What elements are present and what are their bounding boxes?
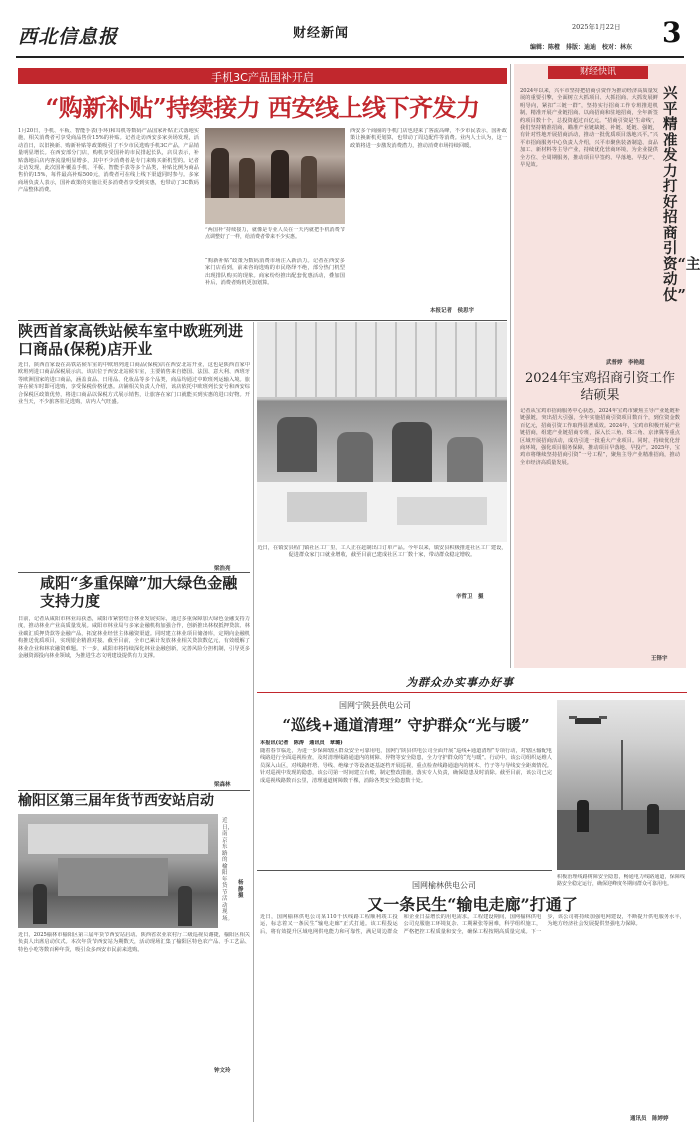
column-rule-right: [510, 64, 511, 668]
power-photo: [557, 700, 685, 870]
banner-rule: [257, 692, 687, 693]
yulin-photo-caption: 近日，南京东路的榆阳年货节活动现场。: [222, 818, 234, 922]
lower-divider: [18, 790, 250, 791]
power-photo-caption: 积极治理线路树障安全隐患，畅通电力线路通道，保障线路安全稳定运行，确保迎峰度冬期间群众可靠用电。: [557, 874, 685, 888]
section-title: 财经新闻: [293, 26, 350, 41]
masthead: [0, 0, 700, 60]
power-divider: [257, 870, 552, 871]
baoji-credit: 王铎宇: [651, 656, 668, 662]
lead-headline: “购新补贴”持续接力 西安线上线下齐发力: [45, 93, 480, 122]
page-number: 3: [662, 16, 682, 49]
xianyang-credit: 梁森林: [214, 782, 231, 788]
column-rule-left: [253, 322, 254, 1122]
xianyang-headline: 咸阳“多重保障”加大绿色金融支持力度: [40, 574, 238, 610]
sidebar-label: 财经快讯: [579, 67, 616, 77]
power-byline: 本报讯(记者 陈涛 通讯员 章璐): [260, 740, 343, 746]
lead-reporters: 本报记者 侯思宇: [430, 308, 475, 314]
yulin-body: 近日，2025榆林市榆阳区第三届年货节西安站启动。陕西省农业农村厅二级巡视员谢捷，榆阳区相关负责人出席启动仪式。本次年货节西安站为期数天，活动现场汇集了榆阳区特色农产品、手工艺品、特色小吃等数百种年货，吸引众多西安市民前来选购。: [18, 932, 250, 953]
yulin-power-credit: 通讯员 陈婷婷: [630, 1116, 669, 1122]
high-speed-body: 近日，陕西首家设在高铁站候车室的中欧班列进口商品(保税)店在西安北站开业，这也是陕西首家中欧班列进口商品保税展示店。该店位于西安北站候车室，主要销售来自德国、法国、意大利、西班牙等欧洲国家的进口商品，涵盖食品、日用品、化妆品等多个品类，商品均通过中欧班列运输入境。旅客在候车时即可选购，享受保税价格优惠。店铺相关负责人介绍，该店依托中欧班列长安号和西安综合保税区政策优势，将进口商品以保税方式展示销售，让旅客在家门口就能买到实惠的进口好物。开业当天，不少旅客驻足选购，店内人气旺盛。: [18, 362, 250, 406]
lead-photo-caption: “两国补”持续接力，就像是专业人员在一天内就把手机消费节点调整好了一样，给消费者带来不少实惠。: [205, 227, 345, 241]
baoji-body: 记者从宝鸡市招商服务中心获悉，2024年宝鸡市聚焦主导产业延链补链强链，突出招大引强，全年实施招商引资项目数百个，到位资金数百亿元，招商引资工作取得显著成效。2024年，宝鸡市积极开展产业链招商，组建产业链招商专班，深入长三角、珠三角、京津冀等重点区域开展招商活动，成功引进一批重大产业项目。同时，持续优化营商环境，强化项目服务保障，推动项目早落地、早投产。2025年，宝鸡市将继续坚持招商引资“一号工程”，聚焦主导产业精准招商，推动全市经济高质量发展。: [520, 408, 680, 466]
baoji-headline: 2024年宝鸡招商引资工作结硕果: [524, 371, 676, 403]
factory-caption: 近日，在镇安县程门镇社区工厂里，工人正在赶制出口订单产品。今年以来，镇安县积极推进社区工厂建设，促进群众家门口就业增收，截至目前已建成社区工厂数十家，带动群众稳定增收。: [257, 545, 507, 559]
power-unit: 国网宁陕县供电公司: [339, 701, 411, 710]
yulin-credit: 钟文玲: [214, 1068, 231, 1074]
xianyang-body: 日前，记者从咸阳市林业局获悉，咸阳市紧密结合林业发展实际，通过多重保障加大绿色金融支持力度，推动林业产业高质量发展。咸阳市林业局与多家金融机构加强合作，创新推出林权抵押贷款、林业碳汇质押贷款等金融产品，拓宽林业经营主体融资渠道。同时建立林业项目储备库，定期向金融机构推送优质项目，实现银企精准对接。截至目前，全市已累计发放林业相关贷款数亿元，有效缓解了林业企业和林农融资难题。下一步，咸阳市将持续深化林业金融创新，完善风险分担机制，引导更多金融资源投向林业领域，为推进生态文明建设提供有力支撑。: [18, 616, 250, 660]
xingping-body: 2024年以来，兴平市坚持把招商引资作为推动经济高质量发展的重要引擎，全面树立大抓项目、大抓招商、大抓发展鲜明导向，紧扣“三链一群”，坚持实行招商工作专班推进机制，精准开展产业链招商、以商招商和驻地招商，全年新签约项目数十个，总投资超过百亿元。“招商引资是‘生命线’，我们坚持精准招商，瞄准产业链缺链、补链、延链、强链，有针对性地开展招商活动，推动一批优质项目落地兴平。”兴平市招商服务中心负责人介绍，兴平市聚焦装备制造、食品加工、新材料等主导产业，持续优化营商环境，为企业提供全方位、全周期服务，推动项目早签约、早落地、早投产、早见效。: [520, 88, 658, 169]
xingping-headline: 兴平精准发力打好招商引资“主动仗”: [663, 85, 700, 304]
high-speed-headline: 陕西首家高铁站候车室中欧班列进口商品(保税)店开业: [18, 322, 244, 358]
masthead-rule: [16, 56, 684, 58]
lead-body-col3: 西安多个商圈的手机门店也迎来了客流高峰，不少市民表示，国补政策让换新机更划算，也带动了周边配件等消费。业内人士认为，这一政策将进一步激发消费潜力，推动消费市场持续回暖。: [350, 128, 507, 149]
yulin-power-headline: 又一条民生“输电走廊”打通了: [367, 895, 578, 914]
high-speed-credit: 梁浩亮: [214, 566, 231, 572]
lead-divider: [18, 320, 507, 321]
mid-divider: [18, 572, 250, 573]
lead-body-col1: 1月20日，手机、平板、智能手表(手环)和耳机等数码产品国家补贴正式落地实施，相关消费者可享受商品售价15%的补贴。记者走访西安多家卖场发现，活动首日，以旧换新、购新补贴等政策吸引了不少市民选购手机3C产品，产品销量明显增长。在西安部分门店，购机享受国补的市民排起长队，店员表示，补贴落地后店内客流量明显增多，其中不少消费者是专门来购买新机型的。记者走访发现，此次国补覆盖手机、平板、智能手表等多个品类，补贴比例为商品售价的15%，每件最高补贴500元，消费者可在线上线下渠道同时参与。多家商场负责人表示，国补政策的实施让更多消费者享受到实惠，也带动了3C数码产品整体消费。: [18, 128, 199, 194]
factory-photo: [257, 322, 507, 542]
lead-kicker: 手机3C产品国补开启: [211, 71, 314, 84]
paper-name: 西北信息报: [18, 26, 119, 48]
yulin-power-unit: 国网榆林供电公司: [412, 881, 476, 890]
yulin-photo: [18, 814, 218, 928]
lead-photo: [205, 128, 345, 224]
issue-date: 2025年1月22日: [572, 23, 621, 31]
special-banner: 为群众办实事办好事: [406, 676, 514, 689]
yulin-photo-credit: 杨静 摄: [238, 880, 250, 899]
yulin-power-body: 近日，国网榆林供电公司某110千伏线路工程顺利竣工投运，标志着又一条民生“输电走廊”正式打通。该工程投运后，将有效提升区域电网供电能力和可靠性，满足周边群众和企业日益增长的用电需求。工程建设期间，国网榆林供电公司克服施工环境复杂、工期紧张等困难，科学组织施工，严格把控工程质量和安全，确保工程按期高质量完成。下一步，该公司将持续加强电网建设，不断提升供电服务水平，为地方经济社会发展提供坚强电力保障。: [260, 914, 685, 935]
editor-credits: 编辑：陈橙 排版：迪迪 校对：林东: [530, 44, 633, 51]
yulin-headline: 榆阳区第三届年货节西安站启动: [18, 793, 214, 809]
xingping-credit: 武普婷 李艳超: [606, 360, 645, 366]
lead-body-col2: “购新补贴”政策为数码消费市场注入新活力。记者在西安多家门店看到，前来咨询选购的市民络绎不绝，部分热门机型出现排队购买的现象。商家纷纷推出配套优惠活动，叠加国补后，消费者购机更加划算。: [205, 258, 345, 287]
power-headline: “巡线+通道清理” 守护群众“光与暖”: [282, 716, 530, 734]
factory-credit: 辛哲卫 摄: [456, 594, 484, 600]
power-body: 随着春节临近，为进一步保障辖区群众安全可靠用电，国网宁陕县供电公司全面开展“巡线+通道清理”专项行动，对辖区输配电线路进行全面巡视检查，及时清理线路通道内的树障、异物等安全隐患，全力守护群众的“光与暖”。行动中，该公司组织运维人员深入山区，对线路杆塔、导线、绝缘子等设备逐基逐档开展巡视，重点检查线路通道内的树木、竹子等与导线安全距离情况。针对巡视中发现的隐患，该公司第一时间建立台账，制定整改措施，落实专人负责，确保隐患及时消除。截至目前，该公司已完成巡视线路数百公里，清理通道树障数千棵，消除各类安全隐患数十处。: [260, 748, 552, 784]
